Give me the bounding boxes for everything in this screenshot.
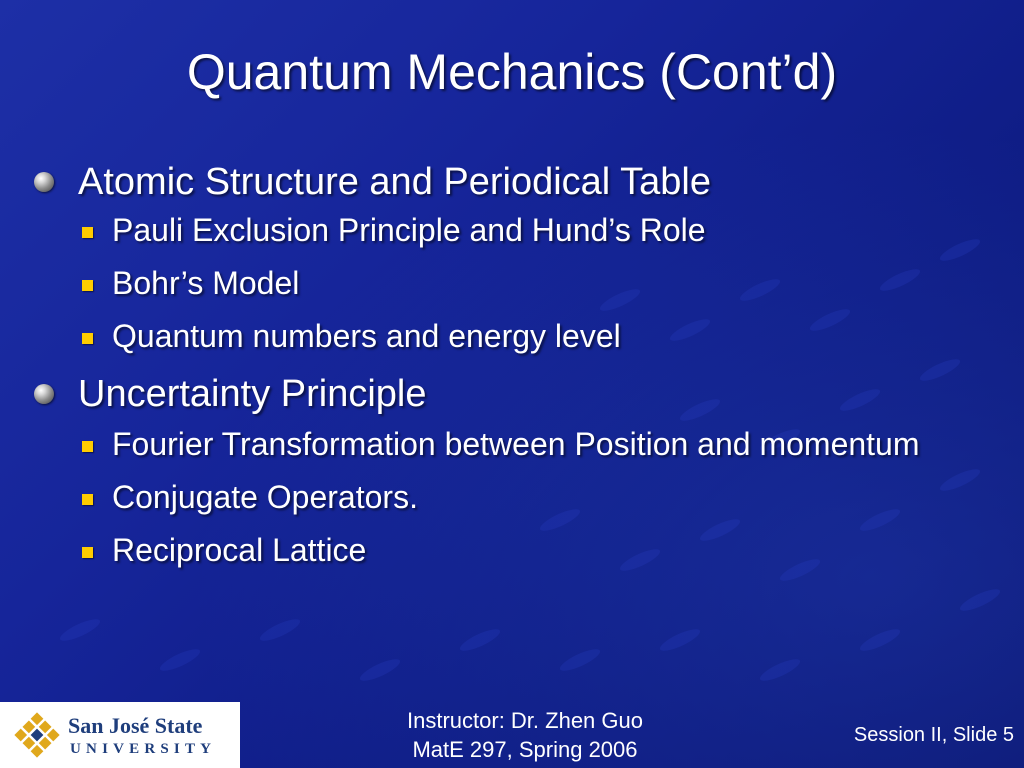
sub-item (30, 532, 990, 568)
section-heading-text: Atomic Structure and Periodical Table (78, 161, 711, 203)
sub-item (30, 265, 990, 301)
section-heading-uncertainty (30, 370, 990, 418)
square-bullet-icon (82, 333, 93, 344)
sub-item-text: Conjugate Operators. (112, 479, 418, 515)
slide-title: Quantum Mechanics (Cont’d) (186, 44, 838, 100)
sub-item-text: Reciprocal Lattice (112, 532, 367, 568)
square-bullet-icon (82, 441, 93, 452)
bullet-list (30, 158, 990, 568)
sjsu-logo-icon (14, 712, 60, 758)
sphere-bullet-icon (34, 172, 54, 192)
square-bullet-icon (82, 547, 93, 558)
logo-university-name: San José State (68, 713, 203, 738)
footer-course-info (360, 706, 690, 764)
sphere-bullet-icon (34, 384, 54, 404)
slide-footer (0, 702, 1024, 768)
footer-course: MatE 297, Spring 2006 (412, 737, 638, 762)
sub-item-text: Quantum numbers and energy level (112, 318, 621, 354)
square-bullet-icon (82, 280, 93, 291)
footer-instructor: Instructor: Dr. Zhen Guo (407, 708, 643, 733)
sub-item (30, 479, 990, 515)
square-bullet-icon (82, 494, 93, 505)
sub-item (30, 426, 972, 462)
section-heading-atomic-structure (30, 158, 990, 206)
sub-item-text: Fourier Transformation between Position and momentum (112, 426, 920, 462)
sub-item (30, 318, 990, 354)
university-logo (0, 702, 240, 768)
square-bullet-icon (82, 227, 93, 238)
sub-item-text: Bohr’s Model (112, 265, 300, 301)
sub-item (30, 212, 990, 248)
sub-item-text: Pauli Exclusion Principle and Hund’s Role (112, 212, 706, 248)
logo-university-subtitle: UNIVERSITY (70, 741, 217, 757)
section-heading-text: Uncertainty Principle (78, 373, 427, 415)
footer-slide-number: Session II, Slide 5 (853, 724, 1014, 746)
